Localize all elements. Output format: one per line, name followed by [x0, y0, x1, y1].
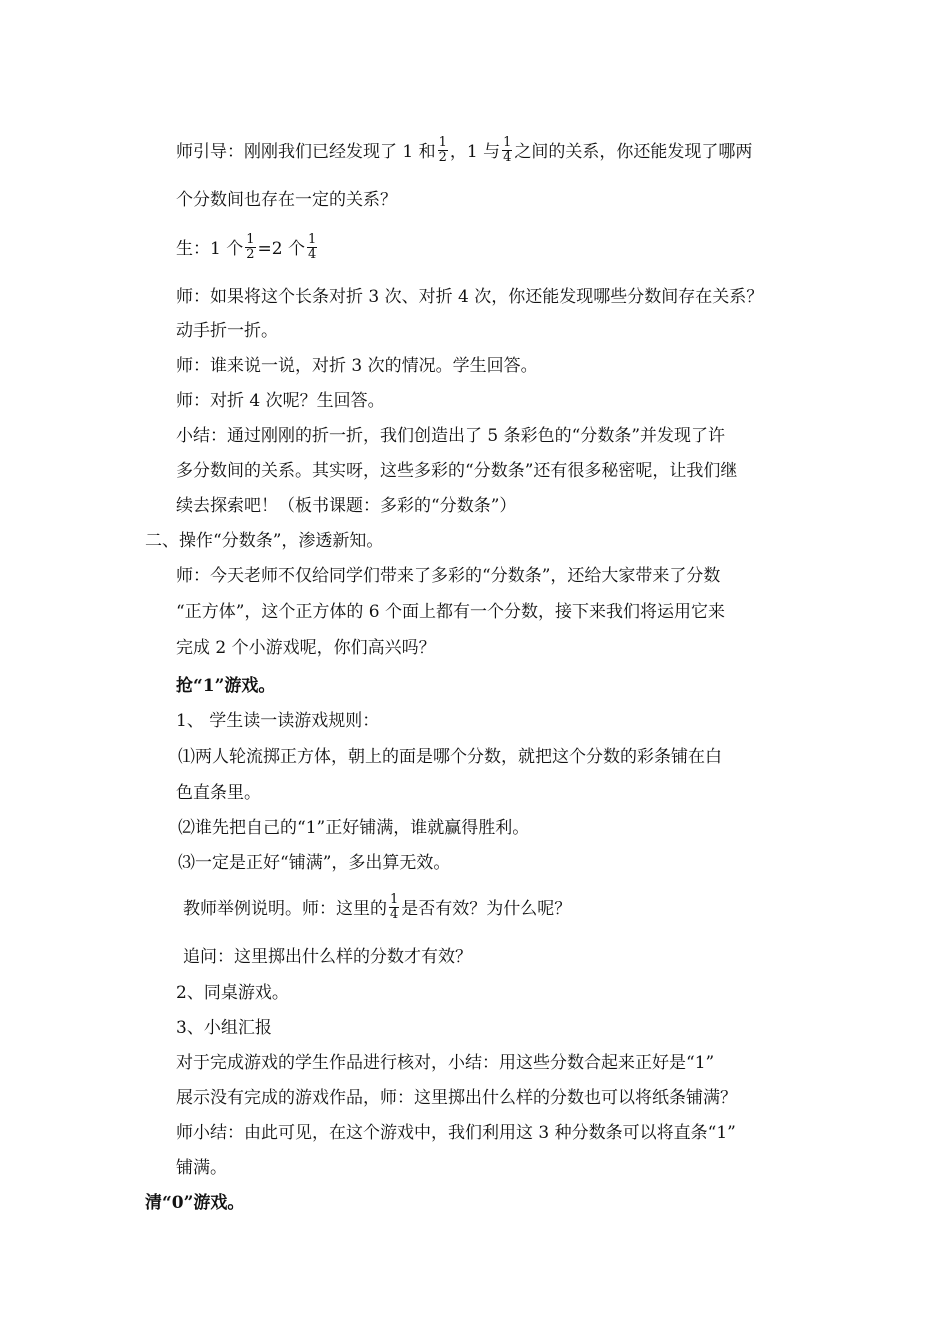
list-item: 3、小组汇报	[176, 1018, 272, 1038]
paragraph-line: 师：今天老师不仅给同学们带来了多彩的“分数条”，还给大家带来了分数	[176, 566, 721, 586]
paragraph-line: 展示没有完成的游戏作品，师：这里掷出什么样的分数也可以将纸条铺满？	[176, 1088, 737, 1108]
fraction-one-quarter: $\frac{1}{4}$	[307, 232, 317, 262]
game-heading: 抢“1”游戏。	[176, 676, 276, 696]
paragraph-line: “正方体”，这个正方体的 6 个面上都有一个分数，接下来我们将运用它来	[176, 602, 726, 622]
paragraph-line: 师：如果将这个长条对折 3 次、对折 4 次，你还能发现哪些分数间存在关系？	[176, 287, 764, 307]
paragraph-line: 色直条里。	[176, 783, 261, 803]
paragraph-line: 铺满。	[176, 1158, 227, 1178]
paragraph-line: 多分数间的关系。其实呀，这些多彩的“分数条”还有很多秘密呢，让我们继	[176, 461, 738, 481]
paragraph-line: 师小结：由此可见，在这个游戏中，我们利用这 3 种分数条可以将直条“1”	[176, 1123, 736, 1143]
rule-item: ⑵谁先把自己的“1”正好铺满，谁就赢得胜利。	[178, 818, 530, 838]
paragraph-line: 小结：通过刚刚的折一折，我们创造出了 5 条彩色的“分数条”并发现了许	[176, 426, 726, 446]
section-heading: 二、操作“分数条”，渗透新知。	[145, 531, 384, 551]
teacher-example: 教师举例说明。师：这里的 $\frac{1}{4}$ 是否有效？为什么呢？	[183, 892, 572, 922]
rule-item: ⑶一定是正好“铺满”，多出算无效。	[178, 853, 451, 873]
paragraph-line: 动手折一折。	[176, 321, 278, 341]
game-heading: 清“0”游戏。	[145, 1193, 245, 1213]
paragraph-line: 个分数间也存在一定的关系？	[176, 190, 397, 210]
paragraph-line: 追问：这里掷出什么样的分数才有效？	[183, 947, 472, 967]
fraction-one-quarter: $\frac{1}{4}$	[390, 892, 399, 922]
list-item: 2、同桌游戏。	[176, 983, 289, 1003]
fraction-one-quarter: $\frac{1}{4}$	[503, 135, 512, 165]
list-item: 1、 学生读一读游戏规则：	[176, 711, 380, 731]
paragraph-line: 师：谁来说一说，对折 3 次的情况。学生回答。	[176, 356, 538, 376]
paragraph-line: 对于完成游戏的学生作品进行核对，小结：用这些分数合起来正好是“1”	[176, 1053, 715, 1073]
fraction-one-half: $\frac{1}{2}$	[246, 232, 255, 262]
paragraph-line: 师：对折 4 次呢？生回答。	[176, 391, 385, 411]
paragraph-teacher-guide: 师引导：刚刚我们已经发现了 1 和 $\frac{1}{2}$ ，1 与 $\frac{1}{4}$ 之间的关系，你还能发现了哪两	[176, 135, 753, 165]
rule-item: ⑴两人轮流掷正方体，朝上的面是哪个分数，就把这个分数的彩条铺在白	[178, 747, 722, 767]
student-answer: 生：1 个 $\frac{1}{2}$ =2 个 $\frac{1}{4}$	[176, 232, 317, 262]
fraction-one-half: $\frac{1}{2}$	[438, 135, 447, 165]
paragraph-line: 续去探索吧！（板书课题：多彩的“分数条”）	[176, 496, 517, 516]
paragraph-line: 完成 2 个小游戏呢，你们高兴吗？	[176, 638, 436, 658]
